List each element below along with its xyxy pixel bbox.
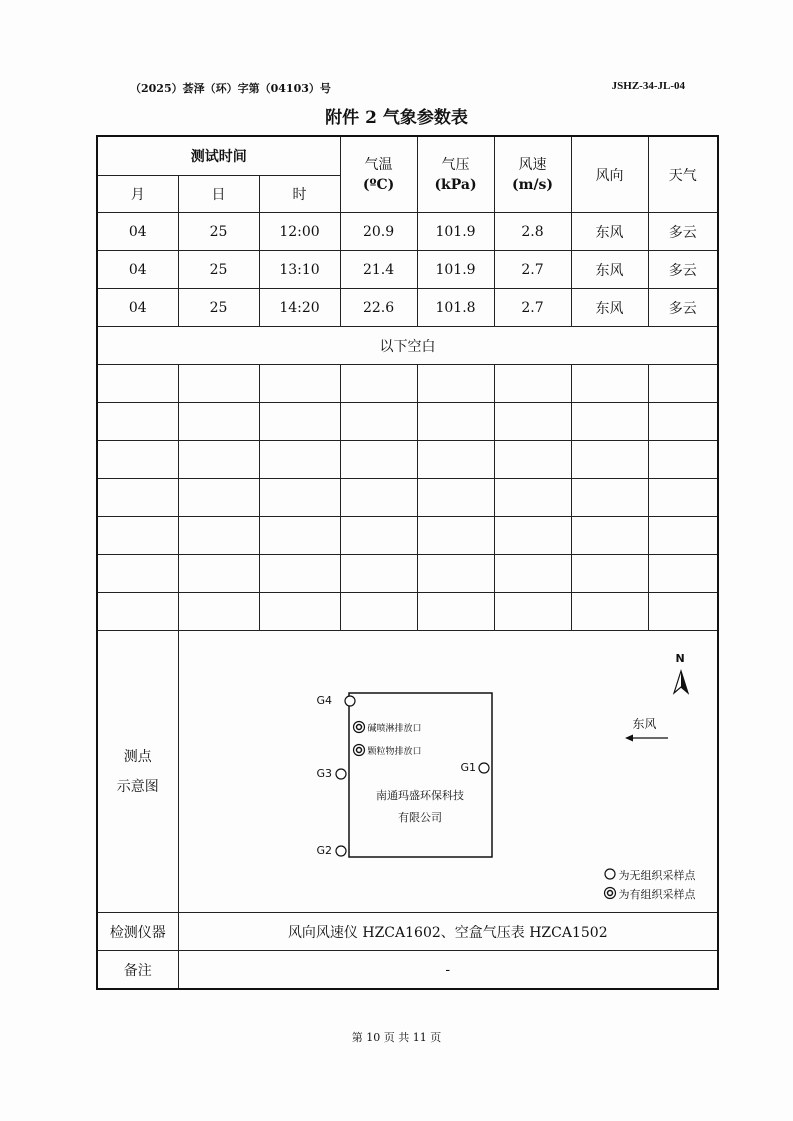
pressure-header xyxy=(417,136,494,213)
north-label: N xyxy=(675,652,685,665)
g3-marker xyxy=(336,769,346,779)
legend-unorganized-marker xyxy=(605,869,615,879)
g1-label: G1 xyxy=(460,761,477,774)
weather-header: 天气 xyxy=(648,136,718,213)
g3-label: G3 xyxy=(316,767,333,780)
company-boundary xyxy=(349,693,492,857)
empty-row xyxy=(97,479,718,517)
wind-speed-cell: 2.8 xyxy=(494,213,571,251)
header-row-1 xyxy=(97,136,718,176)
legend-organized-label: 为有组织采样点 xyxy=(618,888,696,901)
day-cell: 25 xyxy=(178,213,259,251)
wind-direction-header: 风向 xyxy=(571,136,648,213)
day-cell: 25 xyxy=(178,251,259,289)
temperature-header xyxy=(340,136,417,213)
diagram-row xyxy=(97,631,718,913)
instrument-value: 风向风速仪 HZCA1602、空盒气压表 HZCA1502 xyxy=(178,913,718,951)
g2-label: G2 xyxy=(316,844,333,857)
weather-cell: 多云 xyxy=(648,213,718,251)
table-row xyxy=(97,289,718,327)
table-row xyxy=(97,213,718,251)
site-diagram xyxy=(178,631,718,913)
blank-note-row xyxy=(97,327,718,365)
instrument-label: 检测仪器 xyxy=(97,913,178,951)
document-code: JSHZ-34-JL-04 xyxy=(611,80,685,92)
outlet-2-marker xyxy=(353,745,364,756)
temperature-cell: 20.9 xyxy=(340,213,417,251)
diagram-label xyxy=(97,631,178,913)
month-header: 月 xyxy=(97,176,178,213)
table-row xyxy=(97,251,718,289)
pressure-cell: 101.8 xyxy=(417,289,494,327)
hour-cell: 12:00 xyxy=(259,213,340,251)
month-cell: 04 xyxy=(97,213,178,251)
wind-speed-cell: 2.7 xyxy=(494,289,571,327)
pressure-header-unit: (kPa) xyxy=(434,176,477,193)
g1-marker xyxy=(479,763,489,773)
hour-cell: 13:10 xyxy=(259,251,340,289)
pressure-header-line1: 气压 xyxy=(441,156,470,173)
empty-row xyxy=(97,555,718,593)
outlet-2-label: 颗粒物排放口 xyxy=(367,747,422,757)
diagram-label-line2: 示意图 xyxy=(116,778,159,795)
pressure-cell: 101.9 xyxy=(417,251,494,289)
hour-cell: 14:20 xyxy=(259,289,340,327)
remark-value: - xyxy=(178,951,718,990)
hour-header: 时 xyxy=(259,176,340,213)
temperature-header-line1: 气温 xyxy=(364,156,393,173)
empty-row xyxy=(97,403,718,441)
temperature-header-unit: (ºC) xyxy=(362,176,395,193)
legend-organized-marker xyxy=(604,888,615,899)
month-cell: 04 xyxy=(97,251,178,289)
temperature-cell: 22.6 xyxy=(340,289,417,327)
wind-speed-cell: 2.7 xyxy=(494,251,571,289)
wind-speed-header-unit: (m/s) xyxy=(512,176,554,193)
empty-row xyxy=(97,365,718,403)
day-header: 日 xyxy=(178,176,259,213)
north-arrow-icon xyxy=(674,671,688,693)
weather-cell: 多云 xyxy=(648,251,718,289)
wind-label: 东风 xyxy=(632,717,657,731)
pressure-cell: 101.9 xyxy=(417,213,494,251)
document-number: （2025）荟泽（环）字第（04103）号 xyxy=(130,82,331,95)
temperature-cell: 21.4 xyxy=(340,251,417,289)
blank-note: 以下空白 xyxy=(97,327,718,365)
meteorological-table xyxy=(96,135,719,990)
instrument-row xyxy=(97,913,718,951)
page-footer: 第 10 页 共 11 页 xyxy=(351,1031,442,1044)
company-name-line1: 南通玛盛环保科技 xyxy=(376,789,464,802)
wind-direction-cell: 东风 xyxy=(571,213,648,251)
outlet-1-marker xyxy=(353,722,364,733)
empty-row xyxy=(97,517,718,555)
page-title: 附件 2 气象参数表 xyxy=(325,108,468,128)
weather-cell: 多云 xyxy=(648,289,718,327)
remark-row xyxy=(97,951,718,990)
empty-row xyxy=(97,441,718,479)
diagram-label-line1: 测点 xyxy=(123,748,152,765)
legend-unorganized-label: 为无组织采样点 xyxy=(618,869,696,882)
outlet-1-label: 碱喷淋排放口 xyxy=(367,724,422,734)
g4-marker xyxy=(345,696,355,706)
test-time-header: 测试时间 xyxy=(97,136,340,176)
empty-row xyxy=(97,593,718,631)
month-cell: 04 xyxy=(97,289,178,327)
company-name-line2: 有限公司 xyxy=(398,811,442,824)
wind-speed-header-line1: 风速 xyxy=(518,156,547,173)
wind-direction-cell: 东风 xyxy=(571,289,648,327)
wind-direction-cell: 东风 xyxy=(571,251,648,289)
day-cell: 25 xyxy=(178,289,259,327)
wind-arrow-icon xyxy=(625,735,668,742)
remark-label: 备注 xyxy=(97,951,178,990)
wind-speed-header xyxy=(494,136,571,213)
g4-label: G4 xyxy=(316,694,333,707)
g2-marker xyxy=(336,846,346,856)
